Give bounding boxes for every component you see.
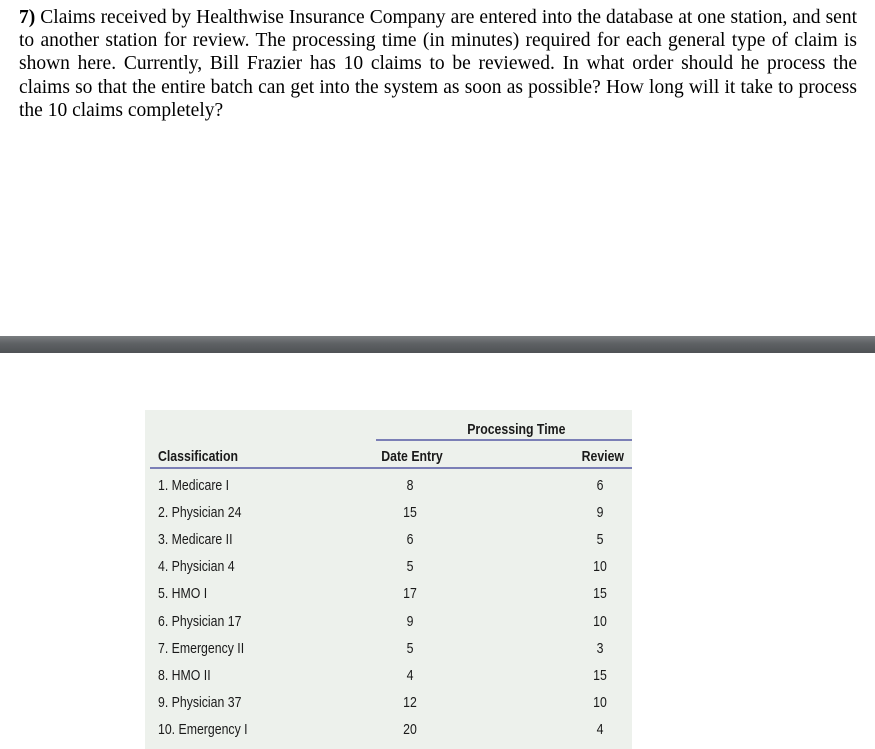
row-review: 15 (593, 667, 607, 684)
row-review: 10 (593, 694, 607, 711)
row-classification: 8. HMO II (158, 667, 211, 684)
row-review: 4 (596, 721, 604, 738)
row-date-entry: 8 (406, 477, 414, 494)
row-classification: 9. Physician 37 (158, 694, 242, 711)
row-classification: 1. Medicare I (158, 477, 230, 494)
row-review: 15 (593, 585, 607, 602)
row-date-entry: 17 (403, 585, 417, 602)
row-classification: 4. Physician 4 (158, 558, 235, 575)
row-date-entry: 4 (406, 667, 414, 684)
question-number: 7) (19, 7, 36, 28)
column-header-classification: Classification (158, 448, 238, 465)
row-date-entry: 6 (406, 531, 414, 548)
row-date-entry: 5 (406, 558, 414, 575)
column-header-date-entry: Date Entry (381, 448, 443, 465)
row-date-entry: 15 (403, 504, 417, 521)
row-review: 10 (593, 558, 607, 575)
processing-time-table (145, 410, 632, 749)
question-text (19, 6, 857, 122)
row-classification: 6. Physician 17 (158, 613, 242, 630)
row-review: 10 (593, 613, 607, 630)
row-classification: 5. HMO I (158, 585, 208, 602)
row-classification: 10. Emergency I (158, 721, 248, 738)
row-classification: 2. Physician 24 (158, 504, 242, 521)
row-date-entry: 9 (406, 613, 414, 630)
row-review: 9 (596, 504, 604, 521)
row-review: 6 (596, 477, 604, 494)
row-date-entry: 20 (403, 721, 417, 738)
group-header-rule (376, 439, 632, 441)
row-classification: 3. Medicare II (158, 531, 233, 548)
row-classification: 7. Emergency II (158, 640, 245, 657)
group-header-processing-time: Processing Time (467, 421, 566, 438)
question-body: Claims received by Healthwise Insurance Company are entered into the database at one station, and sent to another station for review. The processing time (in minutes) required for each general type of claim is shown here. Currently, Bill Frazier has 10 claims to be reviewed. In what order should he process the claims so that the entire batch can get into the system as soon as possible? How long will it take to process the 10 claims completely? (19, 7, 857, 121)
column-header-rule (150, 467, 632, 469)
divider-bar (0, 336, 875, 353)
row-review: 3 (596, 640, 604, 657)
column-header-review: Review (581, 448, 624, 465)
row-date-entry: 12 (403, 694, 417, 711)
row-date-entry: 5 (406, 640, 414, 657)
row-review: 5 (596, 531, 604, 548)
